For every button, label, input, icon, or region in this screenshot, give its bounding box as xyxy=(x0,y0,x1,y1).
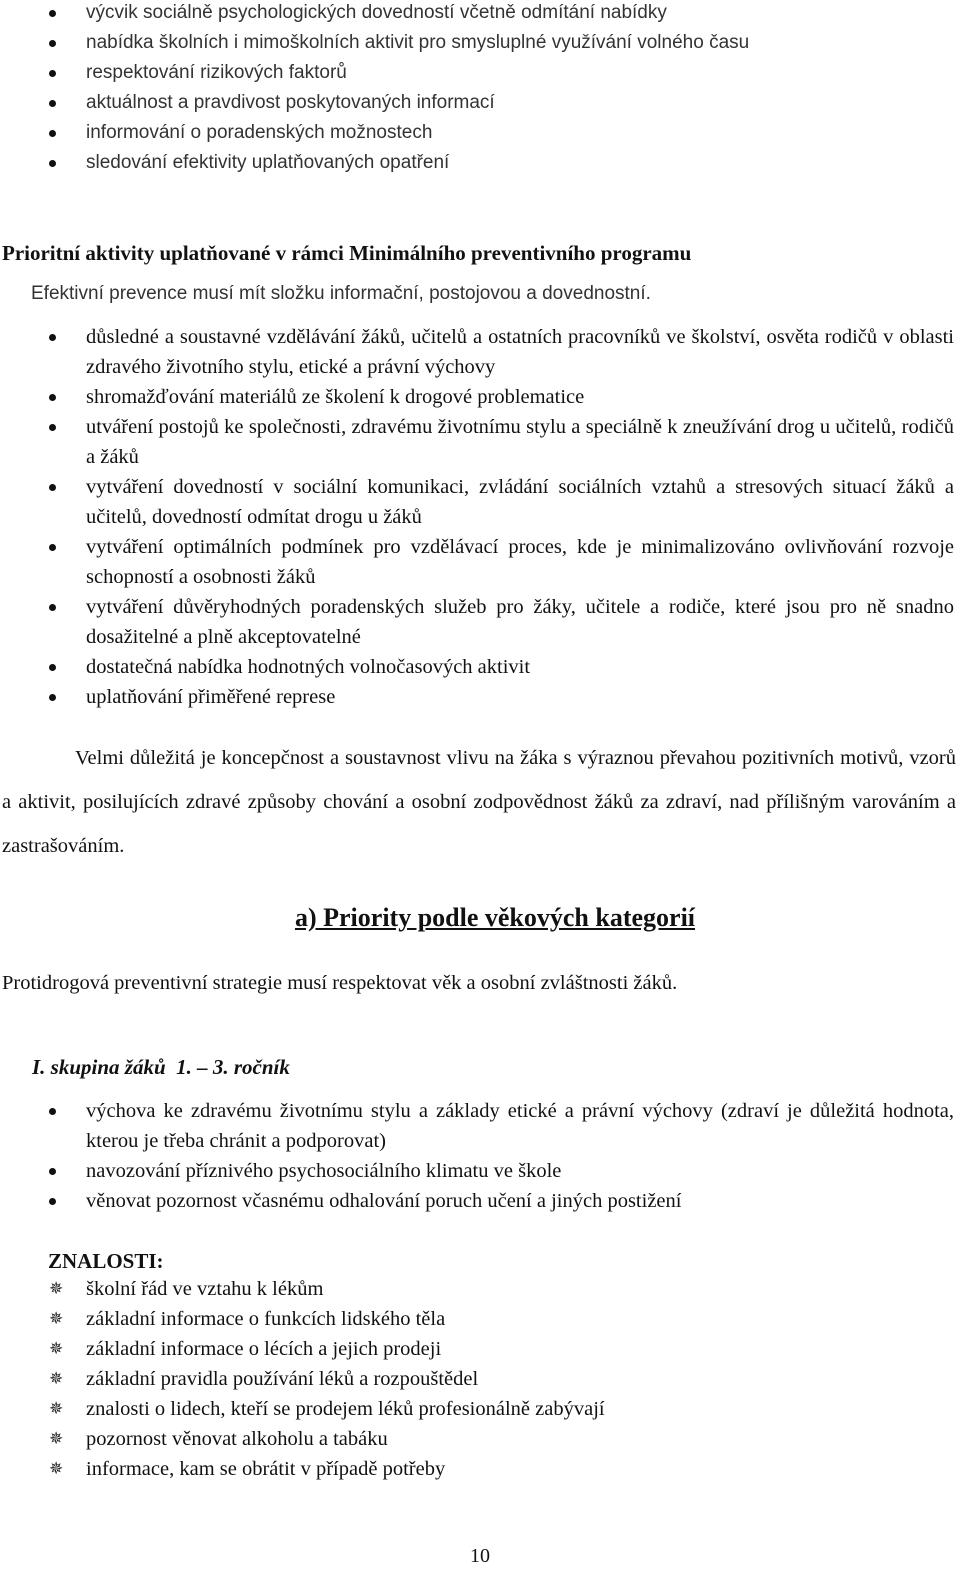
list-item: respektování rizikových faktorů xyxy=(0,58,960,88)
list-item: nabídka školních i mimoškolních aktivit pro smysluplné využívání volného času xyxy=(0,28,960,58)
section-heading: a) Priority podle věkových kategorií xyxy=(294,903,696,932)
list-item-text: základní informace o lécích a jejich prodeji xyxy=(86,1338,442,1360)
list-item-text: znalosti o lidech, kteří se prodejem léků profesionálně zabývají xyxy=(86,1398,605,1420)
section-intro: Protidrogová preventivní strategie musí respektovat věk a osobní zvláštnosti žáků. xyxy=(2,972,678,994)
list-item: sledování efektivity uplatňovaných opatření xyxy=(0,148,960,178)
list-item xyxy=(0,1394,960,1424)
section-heading: Prioritní aktivity uplatňované v rámci Minimálního preventivního programu xyxy=(2,241,692,265)
list-item: vytváření optimálních podmínek pro vzdělávací proces, kde je minimalizováno ovlivňování rozvoje schopností a osobnosti žáků xyxy=(0,532,960,592)
group-list xyxy=(0,1096,960,1216)
list-item: věnovat pozornost včasnému odhalování poruch učení a jiných postižení xyxy=(0,1186,960,1216)
list-item: navozování příznivého psychosociálního klimatu ve škole xyxy=(0,1156,960,1186)
list-item: utváření postojů ke společnosti, zdravému životnímu stylu a speciálně k zneužívání drog u učitelů, rodičů a žáků xyxy=(0,412,960,472)
znalosti-list xyxy=(0,1274,960,1484)
list-item: uplatňování přiměřené represe xyxy=(0,682,960,712)
group-title: I. skupina žáků 1. – 3. ročník xyxy=(32,1055,290,1079)
list-item: vytváření důvěryhodných poradenských služeb pro žáky, učitele a rodiče, které jsou pro ně snadno dosažitelné a plně akceptovatelné xyxy=(0,592,960,652)
list-item xyxy=(0,1424,960,1454)
list-item: vytváření dovedností v sociální komunikaci, zvládání sociálních vztahů a stresových situací žáků a učitelů, dovedností odmítat drogu u žáků xyxy=(0,472,960,532)
list-item-text: základní informace o funkcích lidského těla xyxy=(86,1308,446,1330)
list-item xyxy=(0,1304,960,1334)
list-item-text: školní řád ve vztahu k lékům xyxy=(86,1278,324,1300)
list-item xyxy=(0,1364,960,1394)
list-item-text: informace, kam se obrátit v případě potřeby xyxy=(86,1458,446,1480)
list-item: výcvik sociálně psychologických dovedností včetně odmítání nabídky xyxy=(0,0,960,28)
list-item: aktuálnost a pravdivost poskytovaných informací xyxy=(0,88,960,118)
top-bullet-list xyxy=(0,0,960,178)
section-heading-wrap xyxy=(0,898,960,938)
list-item: dostatečná nabídka hodnotných volnočasových aktivit xyxy=(0,652,960,682)
list-item: informování o poradenských možnostech xyxy=(0,118,960,148)
list-item xyxy=(0,1334,960,1364)
priority-activities-list xyxy=(0,322,960,712)
list-item xyxy=(0,1454,960,1484)
list-item: důsledné a soustavné vzdělávání žáků, učitelů a ostatních pracovníků ve školství, osvěta rodičů v oblasti zdravého životního stylu, etické a právní výchovy xyxy=(0,322,960,382)
list-item xyxy=(0,1274,960,1304)
znalosti-title: ZNALOSTI: xyxy=(48,1249,164,1273)
list-item: výchova ke zdravému životnímu stylu a základy etické a právní výchovy (zdraví je důležitá hodnota, kterou je třeba chránit a podporovat) xyxy=(0,1096,960,1156)
section-intro: Efektivní prevence musí mít složku informační, postojovou a dovednostní. xyxy=(31,283,651,304)
body-paragraph: Velmi důležitá je koncepčnost a soustavnost vlivu na žáka s výraznou převahou pozitivních motivů, vzorů a aktivit, posilujících zdravé způsoby chování a osobní zodpovědnost žáků za zdraví, nad přílišným varováním a zastrašováním. xyxy=(2,747,956,857)
list-item: shromažďování materiálů ze školení k drogové problematice xyxy=(0,382,960,412)
list-item-text: pozornost věnovat alkoholu a tabáku xyxy=(86,1428,388,1450)
page-number: 10 xyxy=(470,1545,490,1567)
list-item-text: základní pravidla používání léků a rozpouštědel xyxy=(86,1368,479,1390)
